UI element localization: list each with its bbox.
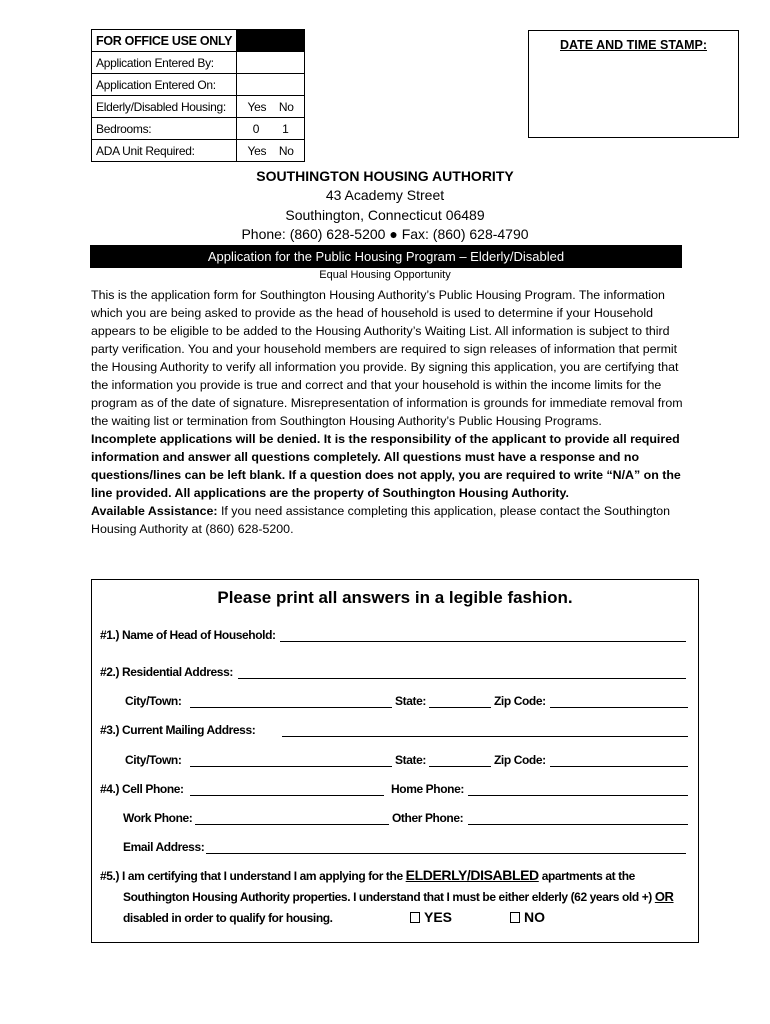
office-row-label: Application Entered On:: [92, 74, 237, 96]
office-row-label: Elderly/Disabled Housing:: [92, 96, 237, 118]
res-city-input[interactable]: [190, 707, 392, 708]
email-input[interactable]: [206, 853, 686, 854]
form-title: Please print all answers in a legible fashion.: [217, 588, 573, 607]
option-1[interactable]: 1: [282, 121, 289, 136]
intro-warning: Incomplete applications will be denied. It is the responsibility of the applicant to provide all required information and answer all questions completely. All questions must have a response and no questions/lines can be left blank. If a question does not apply, you are required to write “N/A” on the line provided. All applications are the property of Southington Housing Authority.: [91, 432, 681, 500]
option-no[interactable]: No: [278, 99, 294, 114]
cell-phone-input[interactable]: [190, 795, 384, 796]
mail-state-input[interactable]: [429, 766, 491, 767]
checkbox-icon: [410, 912, 420, 923]
yes-checkbox[interactable]: [410, 909, 452, 925]
assistance-text: If you need assistance completing this application, please contact the Southington Housing Authority at (860) 628-5200.: [91, 504, 671, 536]
office-row-value[interactable]: [237, 140, 305, 162]
mail-zip-input[interactable]: [550, 766, 688, 767]
stamp-title: DATE AND TIME STAMP:: [560, 38, 707, 52]
zip-label: Zip Code:: [494, 753, 546, 767]
checkbox-icon: [510, 912, 520, 923]
office-row-label: ADA Unit Required:: [92, 140, 237, 162]
q3-label: #3.) Current Mailing Address:: [100, 723, 256, 737]
q5-line2: [123, 889, 674, 904]
no-checkbox[interactable]: [510, 909, 545, 925]
application-form-box: [91, 579, 699, 943]
q5-text-line2: Southington Housing Authority properties. I understand that I must be either elderly (62 years old +): [123, 890, 655, 904]
assistance-paragraph: [91, 502, 691, 538]
residential-address-input[interactable]: [238, 678, 686, 679]
home-phone-input[interactable]: [468, 795, 688, 796]
head-of-household-input[interactable]: [280, 641, 686, 642]
office-use-table: [91, 29, 305, 162]
q1-label: #1.) Name of Head of Household:: [100, 628, 276, 642]
q5-text-start: #5.) I am certifying that I understand I am applying for the: [100, 869, 406, 883]
org-phone: Phone: (860) 628-5200 ● Fax: (860) 628-4790: [241, 226, 529, 242]
option-yes[interactable]: Yes: [247, 143, 267, 158]
email-label: Email Address:: [123, 840, 205, 854]
office-use-title: FOR OFFICE USE ONLY: [92, 30, 237, 52]
q5-elderly-disabled: ELDERLY/DISABLED: [405, 867, 539, 883]
work-phone-input[interactable]: [195, 824, 389, 825]
work-phone-label: Work Phone:: [123, 811, 193, 825]
office-row-value[interactable]: [237, 74, 305, 96]
other-phone-input[interactable]: [468, 824, 688, 825]
q4-label: #4.) Cell Phone:: [100, 782, 184, 796]
zip-label: Zip Code:: [494, 694, 546, 708]
office-row-value[interactable]: [237, 118, 305, 140]
org-name: SOUTHINGTON HOUSING AUTHORITY: [256, 168, 514, 184]
office-row-label: Bedrooms:: [92, 118, 237, 140]
q5-line1: [100, 867, 635, 883]
office-row-value[interactable]: [237, 96, 305, 118]
q5-line3: disabled in order to qualify for housing.: [123, 911, 333, 925]
res-state-input[interactable]: [429, 707, 491, 708]
mailing-address-input[interactable]: [282, 736, 688, 737]
state-label: State:: [395, 694, 426, 708]
yes-label: YES: [424, 909, 453, 925]
option-0[interactable]: 0: [252, 121, 260, 136]
intro-text: [91, 286, 691, 538]
org-street: 43 Academy Street: [325, 187, 445, 203]
application-banner: Application for the Public Housing Program – Elderly/Disabled: [90, 245, 682, 268]
office-row-value[interactable]: [237, 52, 305, 74]
office-row-label: Application Entered By:: [92, 52, 237, 74]
equal-housing-text: Equal Housing Opportunity: [319, 269, 451, 281]
q5-or: OR: [654, 889, 674, 904]
intro-paragraph: This is the application form for Southington Housing Authority’s Public Housing Program. The information which you are being asked to provide as the head of household is used to determine if your Household appears to be eligible to be added to the Housing Authority’s Waiting List. All information is subject to third party verification. You and your household members are required to sign releases of information that permit the Housing Authority to verify all information you provide. By signing this application, you are certifying that the information you provide is true and correct and that your household is within the income limits for the program as of the date of signature. Misrepresentation of information is grounds for immediate removal from the waiting list or termination from Southington Housing Authority’s Public Housing Programs.: [91, 288, 683, 428]
other-phone-label: Other Phone:: [392, 811, 464, 825]
office-header-fill: [237, 30, 305, 52]
org-city: Southington, Connecticut 06489: [285, 207, 485, 223]
q5-text-mid: apartments at the: [538, 869, 635, 883]
mail-city-input[interactable]: [190, 766, 392, 767]
city-label: City/Town:: [125, 753, 182, 767]
city-label: City/Town:: [125, 694, 182, 708]
assistance-label: Available Assistance:: [91, 504, 218, 518]
home-phone-label: Home Phone:: [391, 782, 464, 796]
date-time-stamp-box: [528, 30, 739, 138]
option-no[interactable]: No: [278, 143, 294, 158]
q2-label: #2.) Residential Address:: [100, 665, 233, 679]
option-yes[interactable]: Yes: [247, 99, 267, 114]
res-zip-input[interactable]: [550, 707, 688, 708]
state-label: State:: [395, 753, 426, 767]
no-label: NO: [524, 909, 545, 925]
